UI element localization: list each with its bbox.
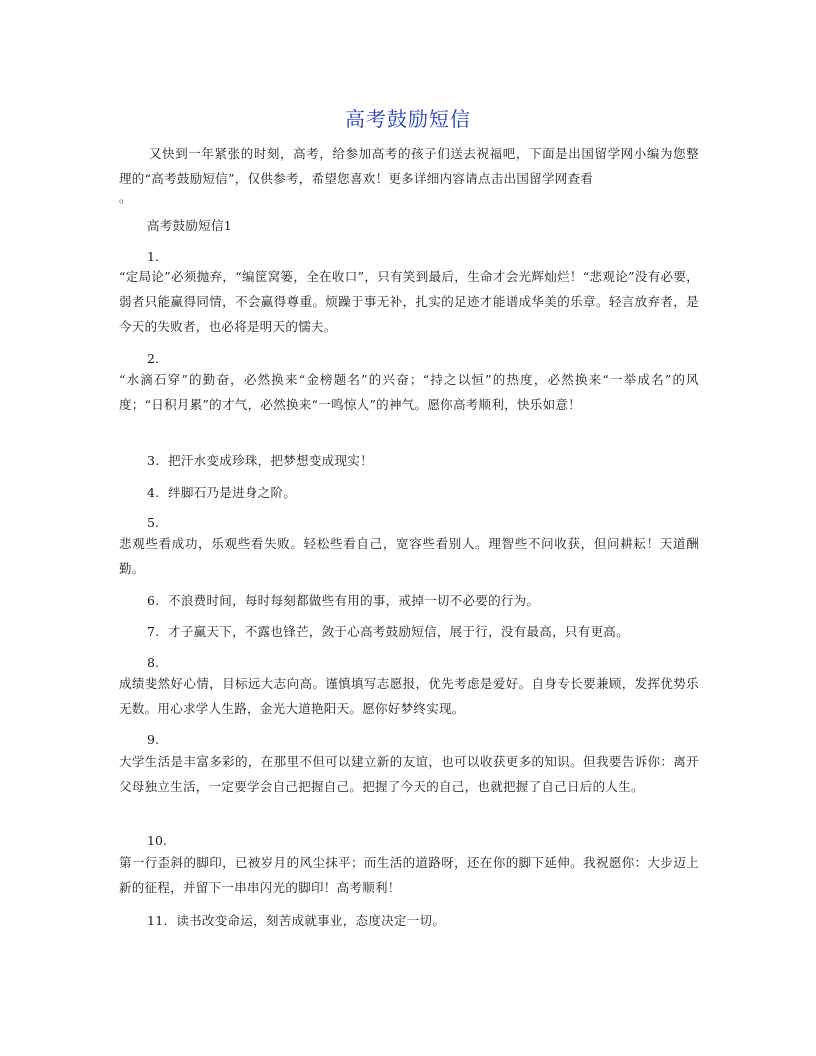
item-text: 才子赢天下，不露也锋芒，敛于心高考鼓励短信，展于行，没有最高，只有更高。 [168, 624, 629, 639]
item-number: 10. [147, 833, 167, 848]
item-text: 成绩斐然好心情，目标远大志向高。谨慎填写志愿报，优先考虑是爱好。自身专长要兼顾，发挥优势乐无数。用心求学人生路，金光大道艳阳天。愿你好梦终实现。 [119, 676, 699, 716]
item-text: 绊脚石乃是进身之阶。 [168, 485, 297, 500]
item-text: 读书改变命运，刻苦成就事业，态度决定一切。 [176, 913, 446, 928]
item-number: 8. [147, 655, 159, 670]
list-item [147, 622, 629, 642]
list-item [147, 911, 445, 931]
item-text: 不浪费时间，每时每刻都做些有用的事，戒掉一切不必要的行为。 [168, 593, 540, 608]
item-number: 1. [147, 249, 159, 264]
item-number: 2. [147, 351, 159, 366]
item-text: 把汗水变成珍珠，把梦想变成现实！ [168, 453, 373, 468]
list-item [147, 483, 296, 503]
item-number: 4. [147, 485, 160, 500]
item-number: 6. [147, 593, 160, 608]
list-item [147, 591, 539, 611]
list-item [147, 451, 373, 471]
document-title: 高考鼓励短信 [345, 107, 471, 131]
section-heading: 高考鼓励短信1 [147, 218, 233, 233]
item-text: 第一行歪斜的脚印，已被岁月的风尘抹平；而生活的道路呀，还在你的脚下延伸。我祝愿你：大步迈上新的征程，并留下一串串闪光的脚印！高考顺利！ [119, 855, 699, 895]
item-number: 9. [147, 732, 159, 747]
item-text: 悲观些看成功，乐观些看失败。轻松些看自己，宽容些看别人。理智些不问收获，但问耕耘！天道酬勤。 [119, 536, 699, 576]
intro-paragraph: 又快到一年紧张的时刻，高考，给参加高考的孩子们送去祝福吧，下面是出国留学网小编为您整理的“高考鼓励短信”，仅供参考，希望您喜欢！更多详细内容请点击出国留学网查看 [119, 146, 699, 186]
item-text: 大学生活是丰富多彩的，在那里不但可以建立新的友谊，也可以收获更多的知识。但我要告诉你：离开父母独立生活，一定要学会自己把握自己。把握了今天的自己，也就把握了自己日后的人生。 [119, 754, 699, 794]
item-number: 5. [147, 515, 159, 530]
item-text: “水滴石穿”的勤奋，必然换来“金榜题名”的兴奋；“持之以恒”的热度，必然换来“一举成名”的风度；“日积月累”的才气，必然换来“一鸣惊人”的神气。愿你高考顺利，快乐如意！ [119, 372, 699, 412]
item-text: “定局论”必须抛弃，“编筐窝篓，全在收口”，只有笑到最后，生命才会光辉灿烂！“悲观论”没有必要，弱者只能赢得同情，不会赢得尊重。烦躁于事无补，扎实的足迹才能谱成华美的乐章。轻言放弃者，是今天的失败者，也必将是明天的懦夫。 [119, 269, 699, 334]
item-number: 7. [147, 624, 160, 639]
intro-tail: 。 [119, 190, 132, 205]
item-number: 11. [147, 913, 168, 928]
item-number: 3. [147, 453, 160, 468]
